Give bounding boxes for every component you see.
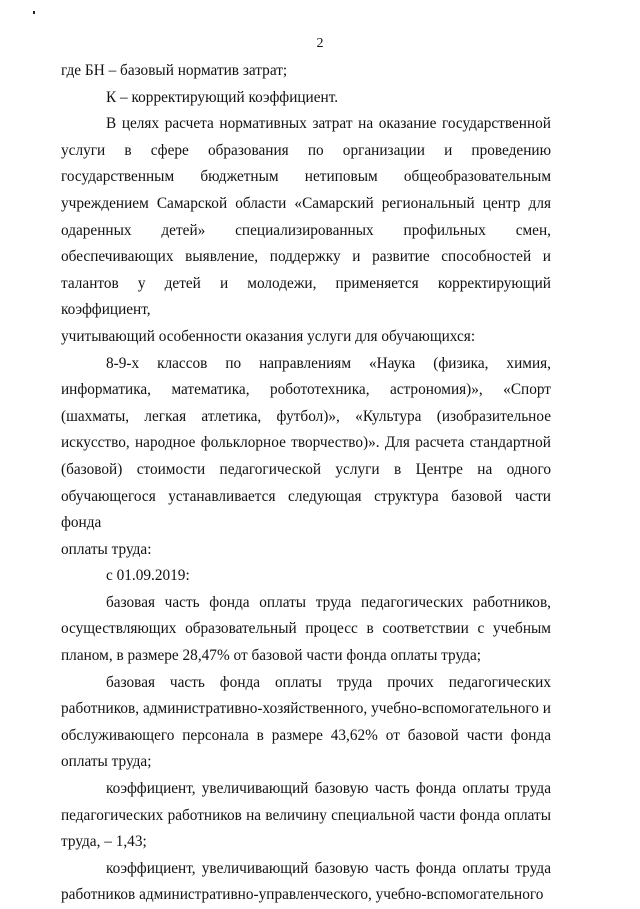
paragraph bbox=[61, 590, 551, 670]
text-line: с 01.09.2019: bbox=[106, 567, 190, 585]
text-line: работников, административно-хозяйственного, учебно-вспомогательного и bbox=[61, 700, 551, 718]
paragraph bbox=[61, 58, 551, 85]
paragraph bbox=[61, 563, 551, 590]
text-line: коэффициент, увеличивающий базовую часть фонда оплаты труда bbox=[106, 859, 551, 877]
text-line: педагогических работников на величину специальной части фонда оплаты bbox=[61, 806, 551, 824]
text-line: талантов у детей и молодежи, применяется корректирующий коэффициент, bbox=[61, 274, 551, 319]
text-line: одаренных детей» специализированных профильных смен, bbox=[61, 221, 551, 239]
text-line: где БН – базовый норматив затрат; bbox=[61, 62, 288, 79]
text-line: К – корректирующий коэффициент. bbox=[106, 88, 339, 106]
text-line: планом, в размере 28,47% от базовой части фонда оплаты труда; bbox=[61, 647, 481, 665]
text-line: В целях расчета нормативных затрат на оказание государственной bbox=[106, 115, 551, 133]
text-line: осуществляющих образовательный процесс в соответствии с учебным bbox=[61, 620, 551, 638]
paragraph bbox=[61, 776, 551, 856]
text-line: (шахматы, легкая атлетика, футбол)», «Культура (изобразительное bbox=[61, 407, 551, 425]
text-line: работников административно-управленческого, учебно-вспомогательного bbox=[61, 886, 544, 904]
text-line: труда, – 1,43; bbox=[61, 833, 147, 851]
text-line: информатика, математика, робототехника, астрономия)», «Спорт bbox=[61, 381, 551, 399]
paragraph bbox=[61, 85, 551, 112]
text-line: оплаты труда; bbox=[61, 753, 152, 771]
text-line: государственным бюджетным нетиповым общеобразовательным bbox=[61, 168, 551, 186]
paragraph bbox=[61, 856, 551, 909]
text-line: услуги в сфере образования по организации и проведению bbox=[61, 141, 551, 159]
text-line: (базовой) стоимости педагогической услуги в Центре на одного bbox=[61, 460, 551, 478]
paragraph bbox=[61, 111, 551, 350]
text-line: учреждением Самарской области «Самарский региональный центр для bbox=[61, 194, 551, 212]
paragraph bbox=[61, 670, 551, 776]
text-line: коэффициент, увеличивающий базовую часть фонда оплаты труда bbox=[106, 780, 551, 798]
document-body bbox=[61, 58, 551, 909]
page-number: 2 bbox=[316, 36, 324, 51]
text-line: 8-9-х классов по направлениям «Наука (физика, химия, bbox=[106, 354, 551, 372]
text-line: базовая часть фонда оплаты труда педагогических работников, bbox=[106, 593, 551, 611]
paragraph bbox=[61, 351, 551, 564]
scan-speck bbox=[33, 11, 35, 14]
text-line: обслуживающего персонала в размере 43,62% от базовой части фонда bbox=[61, 726, 551, 744]
text-line: обеспечивающих выявление, поддержку и развитие способностей и bbox=[61, 248, 551, 266]
text-line: искусство, народное фольклорное творчество)». Для расчета стандартной bbox=[61, 434, 551, 452]
text-line: базовая часть фонда оплаты труда прочих педагогических bbox=[106, 673, 551, 691]
text-line: оплаты труда: bbox=[61, 540, 152, 558]
text-line: учитывающий особенности оказания услуги для обучающихся: bbox=[61, 327, 476, 345]
text-line: обучающегося устанавливается следующая структура базовой части фонда bbox=[61, 487, 551, 532]
